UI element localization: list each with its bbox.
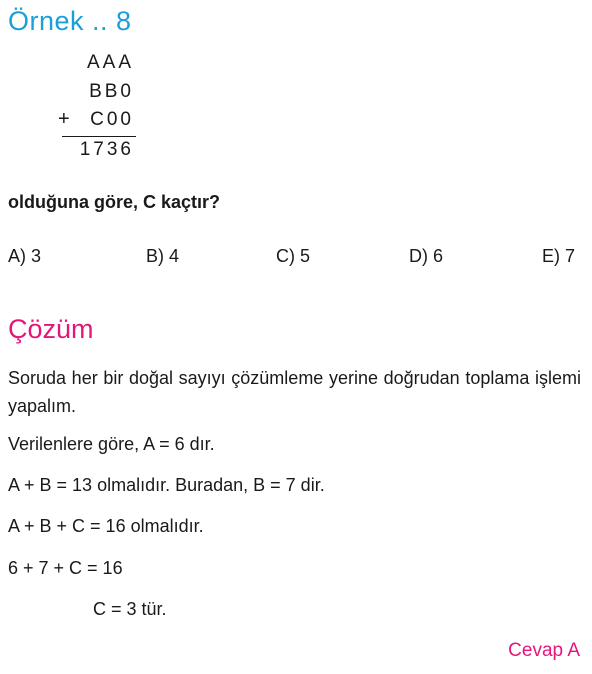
solution-intro: Soruda her bir doğal sayıyı çözümleme yerine doğrudan toplama işlemi yapalım. [8, 368, 581, 416]
addend-row-1: AAA [86, 52, 134, 73]
solution-line-3: A + B + C = 16 olmalıdır. [8, 516, 204, 536]
example-title: Örnek .. 8 [8, 6, 132, 36]
choice-d: D) 6 [409, 246, 444, 266]
answer-label: Cevap A [508, 640, 580, 661]
sum-result: 1736 [79, 139, 134, 160]
choice-b: B) 4 [146, 246, 180, 266]
plus-sign: + [58, 108, 70, 130]
question-text: olduğuna göre, C kaçtır? [8, 192, 221, 212]
solution-line-4: 6 + 7 + C = 16 [8, 558, 123, 578]
choice-c: C) 5 [276, 246, 311, 266]
solution-line-5: C = 3 tür. [93, 599, 167, 619]
choice-a: A) 3 [8, 246, 42, 266]
solution-line-1: Verilenlere göre, A = 6 dır. [8, 434, 215, 454]
solution-line-2: A + B = 13 olmalıdır. Buradan, B = 7 dir. [8, 475, 325, 495]
solution-title: Çözüm [8, 314, 94, 344]
addend-row-3: C00 [90, 109, 134, 130]
addend-row-2: BB0 [89, 81, 134, 102]
sum-line [62, 136, 136, 137]
choice-e: E) 7 [542, 246, 576, 266]
